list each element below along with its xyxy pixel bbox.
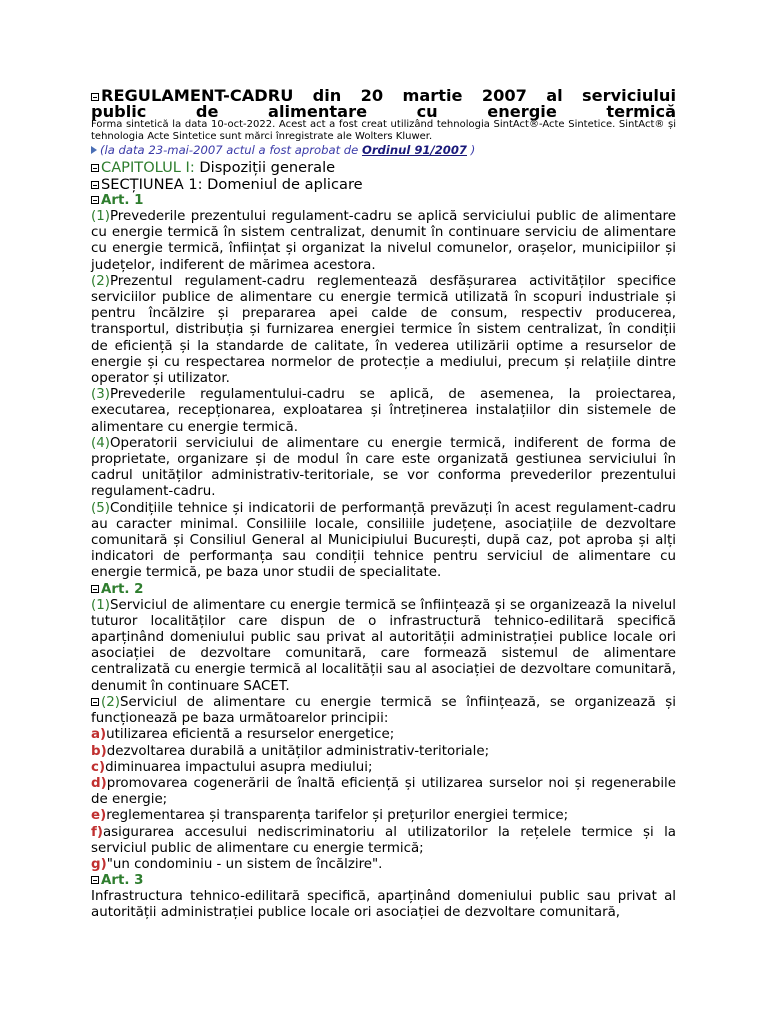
para-number: (1)	[91, 209, 110, 224]
para-number: (4)	[91, 435, 110, 451]
list-letter: e)	[91, 808, 107, 824]
list-text: utilizarea eficientă a resurselor energetice;	[106, 727, 395, 743]
article-2-list	[91, 727, 676, 873]
list-text: diminuarea impactului asupra mediului;	[105, 759, 373, 775]
article-1-para	[91, 274, 676, 387]
list-text: promovarea cogenerării de înaltă eficiență și utilizarea surselor noi și regenerabile de energie;	[91, 775, 676, 808]
para-text: Prevederile regulamentului-cadru se aplică, de asemenea, la proiectarea, executarea, recepționarea, exploatarea și întreținerea instalațiilor din sistemele de alimentare cu energie termică.	[91, 387, 676, 435]
para-text: Condițiile tehnice și indicatorii de performanță prevăzuți în acest regulament-cadru au caracter minimal. Consiliile locale, consiliile județene, asociațiile de dezvoltare comunitară și Consiliul General al Municipiului București, după caz, pot aproba și alți indicatori de performanța sau condiții tehnice pentru serviciul de alimentare cu energie termică, pe baza unor studii de specialitate.	[91, 500, 676, 581]
list-letter: f)	[91, 824, 103, 840]
para-text: Prezentul regulament-cadru reglementează desfășurarea activităților specifice serviciilor publice de alimentare cu energie termică utilizată în scopuri industriale și pentru încălzire și prepararea apei calde de consum, respectiv producerea, transportul, distribuția și furnizarea energiei termice în sistem centralizat, în condiții de eficiență și la standarde de calitate, în vederea utilizării optime a resurselor de energie și cu respectarea normelor de protecție a mediului, precum și relațiile dintre operator și utilizator.	[91, 273, 676, 387]
list-letter: a)	[91, 727, 107, 743]
collapse-box-icon[interactable]	[91, 585, 99, 593]
list-letter: c)	[91, 759, 106, 775]
list-letter: d)	[91, 775, 107, 791]
section-heading: SECȚIUNEA 1: Domeniul de aplicare	[91, 176, 676, 193]
collapse-box-icon[interactable]	[91, 181, 99, 189]
collapse-box-icon[interactable]	[91, 876, 99, 884]
para-text: Prevederile prezentului regulament-cadru se aplică serviciului public de alimentare cu energie termică în sistem centralizat, denumit în continuare serviciu de alimentare cu energie termică, înființat și organizat la nivelul comunelor, orașelor, municipiilor și județelor, indiferent de mărimea acestora.	[91, 209, 676, 273]
list-text: asigurarea accesului nediscriminatoriu al utilizatorilor la rețelele termice și la serviciul public de alimentare cu energie termică;	[91, 824, 676, 856]
para-number: (5)	[91, 500, 110, 516]
doc-title-line1: REGULAMENT-CADRU din 20 martie 2007 al serviciului	[91, 88, 676, 104]
list-item	[91, 857, 676, 873]
approval-note: (la data 23-mai-2007 actul a fost aprobat de Ordinul 91/2007 )	[91, 143, 676, 157]
article-1-body	[91, 209, 676, 582]
article-2-para-1: (1)Serviciul de alimentare cu energie termică se înființează și se organizează la nivelul tuturor localităților care dispun de o infrastructură tehnico-edilitară specifică aparținând domeniului public sau privat al autorității administrației publice locale ori asociației de dezvoltare comunitară, care formează sistemul de alimentare centralizată cu energie termică al localității sau al asociației de dezvoltare comunitară, denumit în continuare SACET.	[91, 597, 676, 694]
doc-title-line2: public de alimentare cu energie termică	[91, 101, 676, 121]
collapse-box-icon[interactable]	[91, 93, 99, 101]
collapse-box-icon[interactable]	[91, 196, 99, 204]
collapse-box-icon[interactable]	[91, 698, 99, 706]
approval-link[interactable]: Ordinul 91/2007	[361, 143, 467, 157]
article-1-heading: Art. 1	[91, 193, 676, 209]
article-3-heading: Art. 3	[91, 873, 676, 889]
para-number: (3)	[91, 387, 110, 403]
article-2-para-2: (2)Serviciul de alimentare cu energie termică se înființează, se organizează și funcționează pe baza următoarelor principii:	[91, 694, 676, 727]
list-item	[91, 727, 676, 743]
article-3-body: Infrastructura tehnico-edilitară specifică, aparținând domeniului public sau privat al autorității administrației publice locale ori asociației de dezvoltare comunitară,	[91, 889, 676, 921]
list-item	[91, 808, 676, 824]
chapter-heading: CAPITOLUL I: Dispoziții generale	[91, 159, 676, 176]
list-letter: g)	[91, 856, 107, 872]
collapse-box-icon[interactable]	[91, 164, 99, 172]
list-item	[91, 744, 676, 760]
document-page	[91, 88, 676, 922]
doc-meta: Forma sintetică la data 10-oct-2022. Acest act a fost creat utilizând tehnologia SintAct®-Acte Sintetice. SintAct® și tehnologia Acte Sintetice sunt mărci înregistrate ale Wolters Kluwer.	[91, 119, 676, 142]
para-number: (2)	[91, 273, 110, 289]
list-item	[91, 760, 676, 776]
article-1-para	[91, 387, 676, 436]
list-text: dezvoltarea durabilă a unităților administrativ-teritoriale;	[106, 743, 490, 759]
article-1-para	[91, 501, 676, 582]
article-1-para	[91, 209, 676, 274]
expand-arrow-icon[interactable]	[91, 146, 97, 154]
article-1-para	[91, 436, 676, 501]
article-2-heading: Art. 2	[91, 582, 676, 598]
list-text: reglementarea și transparența tarifelor și prețurilor energiei termice;	[106, 808, 569, 824]
list-item	[91, 776, 676, 808]
list-letter: b)	[91, 743, 107, 759]
list-item	[91, 825, 676, 857]
list-text: "un condominiu - un sistem de încălzire".	[106, 856, 383, 872]
para-text: Operatorii serviciului de alimentare cu energie termică, indiferent de forma de proprietate, organizare și de modul în care este organizată gestiunea serviciului în cadrul unităților administrativ-teritoriale, se vor conforma prevederilor prezentului regulament-cadru.	[91, 435, 676, 500]
